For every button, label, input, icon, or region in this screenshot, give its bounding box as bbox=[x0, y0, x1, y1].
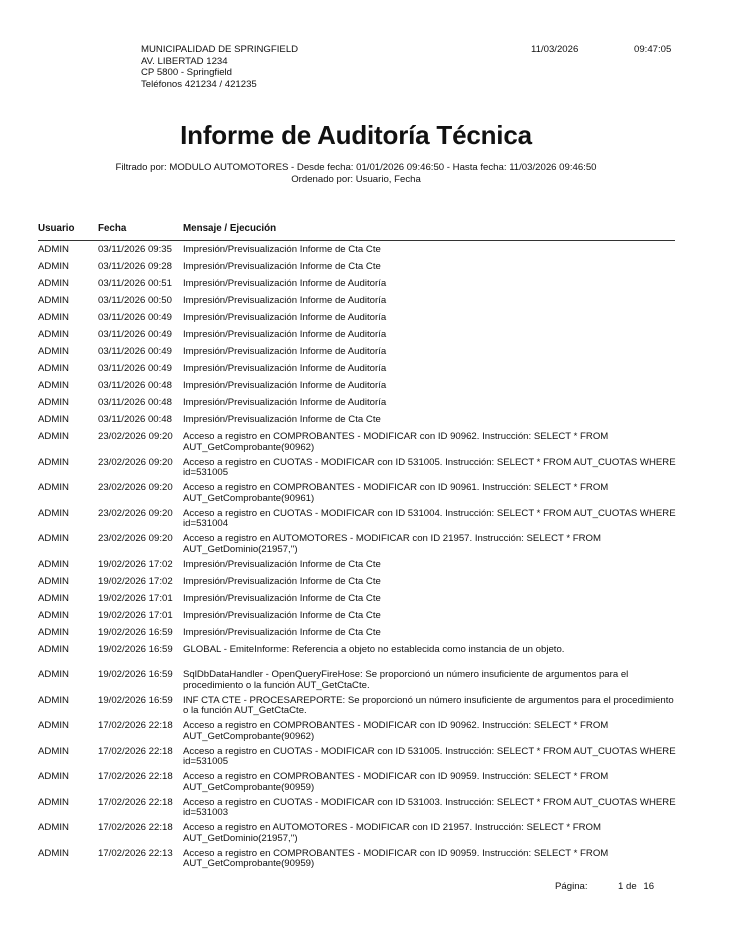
page-total: 16 bbox=[643, 881, 655, 892]
table-row bbox=[0, 509, 732, 535]
row-user: ADMIN bbox=[38, 575, 69, 587]
row-message: Impresión/Previsualización Informe de Auditoría bbox=[183, 380, 387, 391]
row-message: Impresión/Previsualización Informe de Auditoría bbox=[183, 295, 387, 306]
row-message: Impresión/Previsualización Informe de Cta Cte bbox=[183, 558, 381, 570]
table-row bbox=[0, 381, 732, 398]
row-user: ADMIN bbox=[38, 745, 69, 757]
column-header-date: Fecha bbox=[98, 223, 127, 234]
row-user: ADMIN bbox=[38, 592, 69, 604]
row-date: 03/11/2026 00:49 bbox=[98, 363, 172, 374]
row-user: ADMIN bbox=[38, 558, 69, 570]
row-date: 03/11/2026 00:50 bbox=[98, 295, 172, 306]
row-date: 19/02/2026 17:02 bbox=[98, 575, 173, 587]
row-user: ADMIN bbox=[38, 346, 69, 357]
row-user: ADMIN bbox=[38, 609, 69, 621]
table-row bbox=[0, 458, 732, 484]
table-row bbox=[0, 330, 732, 347]
table-row bbox=[0, 245, 732, 262]
row-date: 03/11/2026 00:48 bbox=[98, 397, 172, 408]
row-date: 19/02/2026 16:59 bbox=[98, 643, 173, 655]
row-date: 17/02/2026 22:18 bbox=[98, 771, 173, 782]
table-row bbox=[0, 279, 732, 296]
row-date: 19/02/2026 17:02 bbox=[98, 558, 173, 570]
row-message: Impresión/Previsualización Informe de Cta Cte bbox=[183, 609, 381, 621]
table-row bbox=[0, 398, 732, 415]
table-row bbox=[0, 415, 732, 432]
row-date: 17/02/2026 22:18 bbox=[98, 822, 173, 833]
row-date: 03/11/2026 00:48 bbox=[98, 414, 172, 425]
row-date: 19/02/2026 16:59 bbox=[98, 626, 173, 638]
row-user: ADMIN bbox=[38, 720, 69, 731]
table-row bbox=[0, 670, 732, 696]
row-message: Impresión/Previsualización Informe de Auditoría bbox=[183, 278, 387, 289]
row-message: Impresión/Previsualización Informe de Auditoría bbox=[183, 363, 387, 374]
organization-phones: Teléfonos 421234 / 421235 bbox=[141, 78, 257, 90]
row-message: Acceso a registro en COMPROBANTES - MODIFICAR con ID 90959. Instrucción: SELECT * FROM AUT_GetComprobante(90959) bbox=[183, 771, 609, 793]
report-date: 11/03/2026 bbox=[531, 44, 579, 55]
row-message: Acceso a registro en CUOTAS - MODIFICAR con ID 531004. Instrucción: SELECT * FROM AUT_CUOTAS WHERE id=531004 bbox=[183, 507, 676, 529]
row-message: Impresión/Previsualización Informe de Cta Cte bbox=[183, 244, 381, 255]
page-label: Página: bbox=[555, 881, 588, 892]
row-user: ADMIN bbox=[38, 822, 69, 833]
row-user: ADMIN bbox=[38, 507, 69, 519]
row-user: ADMIN bbox=[38, 771, 69, 782]
table-row bbox=[0, 262, 732, 279]
row-date: 19/02/2026 16:59 bbox=[98, 669, 173, 680]
organization-name: MUNICIPALIDAD DE SPRINGFIELD bbox=[141, 44, 299, 55]
page-separator: de bbox=[626, 881, 637, 892]
row-date: 19/02/2026 16:59 bbox=[98, 694, 173, 706]
row-message: Acceso a registro en COMPROBANTES - MODIFICAR con ID 90959. Instrucción: SELECT * FROM AUT_GetComprobante(90959) bbox=[183, 847, 609, 869]
row-date: 19/02/2026 17:01 bbox=[98, 592, 173, 604]
row-date: 23/02/2026 09:20 bbox=[98, 431, 173, 442]
row-message: GLOBAL - EmiteInforme: Referencia a objeto no establecida como instancia de un objeto. bbox=[183, 643, 565, 655]
row-date: 23/02/2026 09:20 bbox=[98, 533, 173, 544]
column-header-user: Usuario bbox=[38, 223, 75, 234]
table-row bbox=[0, 364, 732, 381]
row-user: ADMIN bbox=[38, 295, 69, 306]
row-date: 03/11/2026 00:51 bbox=[98, 278, 172, 289]
table-row bbox=[0, 772, 732, 798]
table-row bbox=[0, 347, 732, 364]
table-row bbox=[0, 849, 732, 875]
table-row bbox=[0, 696, 732, 722]
row-user: ADMIN bbox=[38, 533, 69, 544]
table-row bbox=[0, 483, 732, 509]
row-user: ADMIN bbox=[38, 363, 69, 374]
row-user: ADMIN bbox=[38, 796, 69, 808]
row-user: ADMIN bbox=[38, 380, 69, 391]
table-row bbox=[0, 798, 732, 824]
table-row bbox=[0, 432, 732, 458]
row-user: ADMIN bbox=[38, 847, 69, 859]
row-date: 23/02/2026 09:20 bbox=[98, 456, 173, 468]
row-message: Impresión/Previsualización Informe de Auditoría bbox=[183, 329, 387, 340]
filter-block bbox=[0, 162, 712, 186]
page-current: 1 bbox=[618, 881, 624, 892]
row-date: 03/11/2026 00:48 bbox=[98, 380, 172, 391]
row-date: 03/11/2026 00:49 bbox=[98, 312, 172, 323]
table-body bbox=[0, 245, 732, 874]
order-line: Ordenado por: Usuario, Fecha bbox=[291, 174, 421, 185]
row-message: Acceso a registro en AUTOMOTORES - MODIFICAR con ID 21957. Instrucción: SELECT * FROM AUT_GetDominio(21957,'') bbox=[183, 822, 601, 844]
organization-address: AV. LIBERTAD 1234 bbox=[141, 55, 228, 67]
row-date: 17/02/2026 22:18 bbox=[98, 720, 173, 731]
row-date: 17/02/2026 22:18 bbox=[98, 745, 173, 757]
table-row bbox=[0, 577, 732, 594]
row-user: ADMIN bbox=[38, 482, 69, 493]
row-message: Acceso a registro en COMPROBANTES - MODIFICAR con ID 90962. Instrucción: SELECT * FROM AUT_GetComprobante(90962) bbox=[183, 720, 609, 742]
row-user: ADMIN bbox=[38, 278, 69, 289]
row-date: 23/02/2026 09:20 bbox=[98, 507, 173, 519]
row-message: Impresión/Previsualización Informe de Cta Cte bbox=[183, 261, 381, 272]
row-message: Acceso a registro en CUOTAS - MODIFICAR con ID 531003. Instrucción: SELECT * FROM AUT_CUOTAS WHERE id=531003 bbox=[183, 796, 676, 818]
row-message: Acceso a registro en COMPROBANTES - MODIFICAR con ID 90961. Instrucción: SELECT * FROM AUT_GetComprobante(90961) bbox=[183, 482, 609, 504]
row-date: 17/02/2026 22:13 bbox=[98, 847, 173, 859]
table-header bbox=[38, 223, 675, 241]
row-message: Impresión/Previsualización Informe de Cta Cte bbox=[183, 414, 381, 425]
table-row bbox=[0, 534, 732, 560]
row-date: 23/02/2026 09:20 bbox=[98, 482, 173, 493]
row-message: Acceso a registro en CUOTAS - MODIFICAR con ID 531005. Instrucción: SELECT * FROM AUT_CUOTAS WHERE id=531005 bbox=[183, 456, 676, 478]
row-message: INF CTA CTE - PROCESAREPORTE: Se proporcionó un número insuficiente de argumentos para el procedimiento o la función AUT_GetCtaCte. bbox=[183, 694, 674, 716]
table-row bbox=[0, 721, 732, 747]
table-row bbox=[0, 645, 732, 671]
organization-block bbox=[141, 44, 298, 90]
row-user: ADMIN bbox=[38, 456, 69, 468]
row-message: Impresión/Previsualización Informe de Auditoría bbox=[183, 397, 387, 408]
organization-city: CP 5800 - Springfield bbox=[141, 67, 233, 78]
table-row bbox=[0, 560, 732, 577]
row-message: Impresión/Previsualización Informe de Cta Cte bbox=[183, 592, 381, 604]
report-title: Informe de Auditoría Técnica bbox=[180, 120, 532, 150]
table-row bbox=[0, 313, 732, 330]
row-message: Impresión/Previsualización Informe de Auditoría bbox=[183, 346, 387, 357]
row-user: ADMIN bbox=[38, 414, 69, 425]
table-row bbox=[0, 823, 732, 849]
table-row bbox=[0, 611, 732, 628]
table-row bbox=[0, 628, 732, 645]
row-message: Acceso a registro en CUOTAS - MODIFICAR con ID 531005. Instrucción: SELECT * FROM AUT_CUOTAS WHERE id=531005 bbox=[183, 745, 676, 767]
row-date: 03/11/2026 09:35 bbox=[98, 244, 172, 255]
row-user: ADMIN bbox=[38, 669, 69, 680]
row-date: 03/11/2026 00:49 bbox=[98, 346, 172, 357]
filter-line: Filtrado por: MODULO AUTOMOTORES - Desde fecha: 01/01/2026 09:46:50 - Hasta fecha: 11/03/2026 09:46:50 bbox=[115, 162, 597, 173]
row-message: Acceso a registro en COMPROBANTES - MODIFICAR con ID 90962. Instrucción: SELECT * FROM AUT_GetComprobante(90962) bbox=[183, 431, 609, 453]
row-message: SqlDbDataHandler - OpenQueryFireHose: Se proporcionó un número insuficiente de argumentos para el procedimiento o la función AUT_GetCtaCte. bbox=[183, 669, 629, 691]
table-row bbox=[0, 747, 732, 773]
row-user: ADMIN bbox=[38, 397, 69, 408]
page-indicator bbox=[618, 881, 654, 892]
row-date: 03/11/2026 00:49 bbox=[98, 329, 172, 340]
column-header-message: Mensaje / Ejecución bbox=[183, 223, 277, 234]
row-user: ADMIN bbox=[38, 244, 69, 255]
row-date: 19/02/2026 17:01 bbox=[98, 609, 173, 621]
row-message: Impresión/Previsualización Informe de Cta Cte bbox=[183, 575, 381, 587]
row-user: ADMIN bbox=[38, 261, 69, 272]
row-user: ADMIN bbox=[38, 312, 69, 323]
row-date: 03/11/2026 09:28 bbox=[98, 261, 172, 272]
row-date: 17/02/2026 22:18 bbox=[98, 796, 173, 808]
report-time: 09:47:05 bbox=[634, 44, 672, 55]
row-user: ADMIN bbox=[38, 626, 69, 638]
table-row bbox=[0, 594, 732, 611]
row-message: Impresión/Previsualización Informe de Auditoría bbox=[183, 312, 387, 323]
table-row bbox=[0, 296, 732, 313]
row-user: ADMIN bbox=[38, 643, 69, 655]
row-user: ADMIN bbox=[38, 431, 69, 442]
row-message: Acceso a registro en AUTOMOTORES - MODIFICAR con ID 21957. Instrucción: SELECT * FROM AUT_GetDominio(21957,'') bbox=[183, 533, 601, 555]
row-user: ADMIN bbox=[38, 694, 69, 706]
row-message: Impresión/Previsualización Informe de Cta Cte bbox=[183, 626, 381, 638]
row-user: ADMIN bbox=[38, 329, 69, 340]
